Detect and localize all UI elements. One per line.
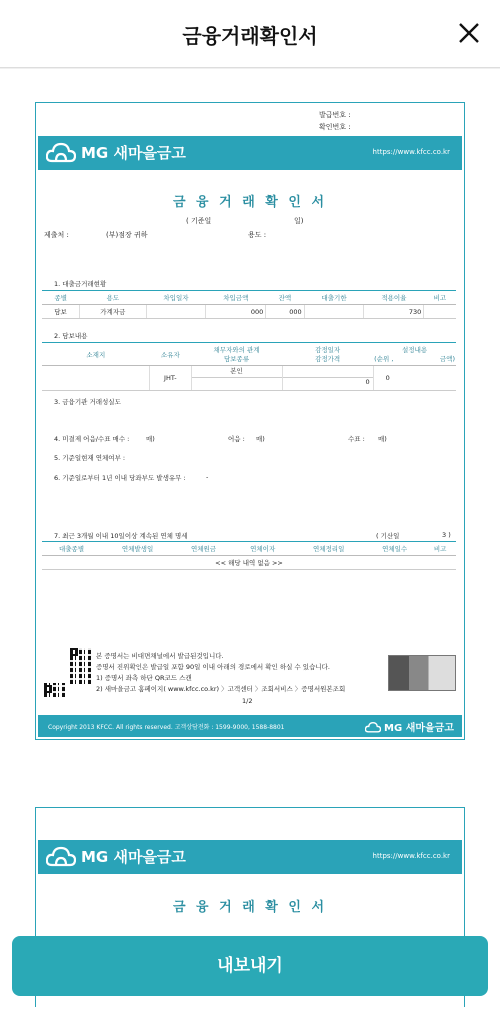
- collateral-header-relation: [191, 343, 282, 366]
- section-5-title: 5. 기준일현재 연체여부 :: [54, 454, 126, 462]
- loan-cell: 담보: [42, 305, 80, 319]
- delinquency-header: 연체이자: [233, 542, 292, 556]
- section-4-unit-1: 매): [146, 435, 155, 443]
- seal-stamp: [388, 655, 456, 691]
- section-3-title: 3. 금융기관 거래성실도: [54, 398, 121, 406]
- brand-band: [38, 136, 462, 170]
- footer-logo: [365, 719, 454, 734]
- delinquency-header: 대출종별: [42, 542, 101, 556]
- cloud-logo-icon: [365, 721, 381, 733]
- delinquency-header: 비고: [424, 542, 456, 556]
- loan-header: 용도: [80, 291, 146, 305]
- section-7-period: ( 기산일: [376, 532, 400, 540]
- collateral-relation-value: 본인: [192, 366, 282, 378]
- base-date-open: ( 기준일: [186, 217, 212, 225]
- section-7-period-end: 3 ): [442, 531, 451, 539]
- brand-band: [38, 840, 462, 874]
- usage-label: 용도 :: [248, 231, 267, 239]
- collateral-header-appraisal: [282, 343, 373, 366]
- loan-header: 적용이율: [364, 291, 424, 305]
- loan-cell: [146, 305, 206, 319]
- submit-target: (부)점장 귀하: [106, 231, 148, 239]
- collateral-appraisal-value: 0: [365, 378, 370, 386]
- notice-line-4: 2) 새마을금고 홈페이지( www.kfcc.co.kr) 〉고객센터 〉조회서비스 〉증명서원본조회: [96, 685, 346, 693]
- empty-row-message: << 해당 내역 없음 >>: [42, 556, 456, 570]
- section-4-note-label: 어음 :: [228, 435, 245, 443]
- delinquency-header: 연체정리일: [292, 542, 365, 556]
- export-button[interactable]: 내보내기: [12, 936, 488, 996]
- cloud-logo-icon: [46, 141, 76, 163]
- collateral-header-appraisal-1: 감정일자: [315, 346, 341, 354]
- collateral-appraisal-cell: [282, 366, 373, 391]
- loan-header: 종별: [42, 291, 80, 305]
- collateral-header-amount: 금액): [439, 355, 455, 363]
- cloud-logo-icon: [46, 845, 76, 867]
- issue-number-label: 발급번호 :: [319, 111, 351, 119]
- notice-line-1: 본 증명서는 비대면채널에서 발급된것입니다.: [96, 652, 224, 660]
- loan-cell: 000: [266, 305, 304, 319]
- copyright-text: Copyright 2013 KFCC. All rights reserved. 고객상담전화 : 1599-9000, 1588-8801: [48, 724, 285, 731]
- table-row: [42, 556, 456, 570]
- section-4-check-label: 수표 :: [348, 435, 365, 443]
- collateral-header-owner: 소유자: [150, 343, 191, 366]
- collateral-location-cell: [42, 366, 150, 391]
- document-title: 금 융 거 래 확 인 서: [172, 900, 328, 915]
- notice-line-2: 증명서 진위확인은 발급일 포함 90일 이내 아래의 경로에서 확인 하실 수 있습니다.: [96, 663, 330, 671]
- collateral-header-relation-1: 채무자와의 관계: [213, 346, 260, 354]
- loan-table: [42, 290, 456, 319]
- page-title: 금융거래확인서: [182, 24, 318, 48]
- brand-logo: [46, 845, 186, 867]
- delinquency-header: 연체원금: [174, 542, 233, 556]
- loan-cell: 가계자금: [80, 305, 146, 319]
- brand-logo: [46, 141, 186, 163]
- collateral-header-location: 소재지: [42, 343, 150, 366]
- loan-header: 잔액: [266, 291, 304, 305]
- qr-finder-icon: [44, 685, 52, 693]
- delinquency-header: 연체발생일: [101, 542, 174, 556]
- collateral-setting-cell: [373, 366, 456, 391]
- collateral-header-appraisal-2: 감정가격: [315, 355, 341, 363]
- collateral-table: [42, 342, 456, 391]
- submit-to-label: 제출처 :: [44, 231, 69, 239]
- section-4-title: 4. 미결제 어음/수표 매수 :: [54, 435, 130, 443]
- footer-brand-name: MG 새마을금고: [384, 723, 454, 734]
- document-viewer[interactable]: [0, 69, 500, 1009]
- top-bar: [0, 0, 500, 68]
- collateral-rank-value: 0: [385, 374, 390, 382]
- collateral-header-relation-2: 담보종류: [223, 355, 250, 363]
- qr-finder-icon: [70, 648, 78, 656]
- website-url: https://www.kfcc.co.kr: [372, 148, 450, 156]
- section-6-value: -: [206, 473, 209, 481]
- collateral-header-setting-title: 설정내용: [402, 346, 428, 354]
- loan-cell: [424, 305, 456, 319]
- brand-name: MG 새마을금고: [81, 847, 186, 866]
- close-icon[interactable]: [454, 18, 484, 48]
- base-date-close: 일): [294, 217, 304, 225]
- loan-header: 비고: [424, 291, 456, 305]
- verify-number-label: 확인번호 :: [319, 123, 351, 131]
- delinquency-table: [42, 541, 456, 570]
- table-row: [42, 366, 456, 391]
- loan-cell: [304, 305, 364, 319]
- notice-line-3: 1) 증명서 좌측 하단 QR코드 스캔: [96, 674, 192, 682]
- section-7-title: 7. 최근 3개월 이내 10일이상 계속된 연체 명세: [54, 532, 188, 540]
- section-6-title: 6. 기준일로부터 1년 이내 당좌부도 발생유무 :: [54, 474, 186, 482]
- page-number: 1/2: [242, 697, 253, 705]
- website-url: https://www.kfcc.co.kr: [372, 852, 450, 860]
- section-4-unit-3: 매): [378, 435, 387, 443]
- section-1-title: 1. 대출금거래현황: [54, 280, 107, 288]
- collateral-relation-cell: [191, 366, 282, 391]
- collateral-header-setting: [373, 343, 456, 366]
- brand-name: MG 새마을금고: [81, 143, 186, 162]
- loan-cell: 730: [364, 305, 424, 319]
- section-2-title: 2. 담보내용: [54, 332, 88, 340]
- delinquency-header: 연체일수: [365, 542, 424, 556]
- collateral-header-rank: (순위 ,: [374, 355, 394, 363]
- loan-header: 대출기한: [304, 291, 364, 305]
- section-4-unit-2: 매): [256, 435, 265, 443]
- table-row: [42, 305, 456, 319]
- loan-cell: 000: [206, 305, 266, 319]
- document-page-1: [35, 102, 465, 740]
- loan-header: 차입일자: [146, 291, 206, 305]
- footer-band: [38, 715, 462, 737]
- collateral-owner-cell: JHT-: [150, 366, 191, 391]
- loan-header: 차입금액: [206, 291, 266, 305]
- document-title: 금 융 거 래 확 인 서: [172, 195, 328, 210]
